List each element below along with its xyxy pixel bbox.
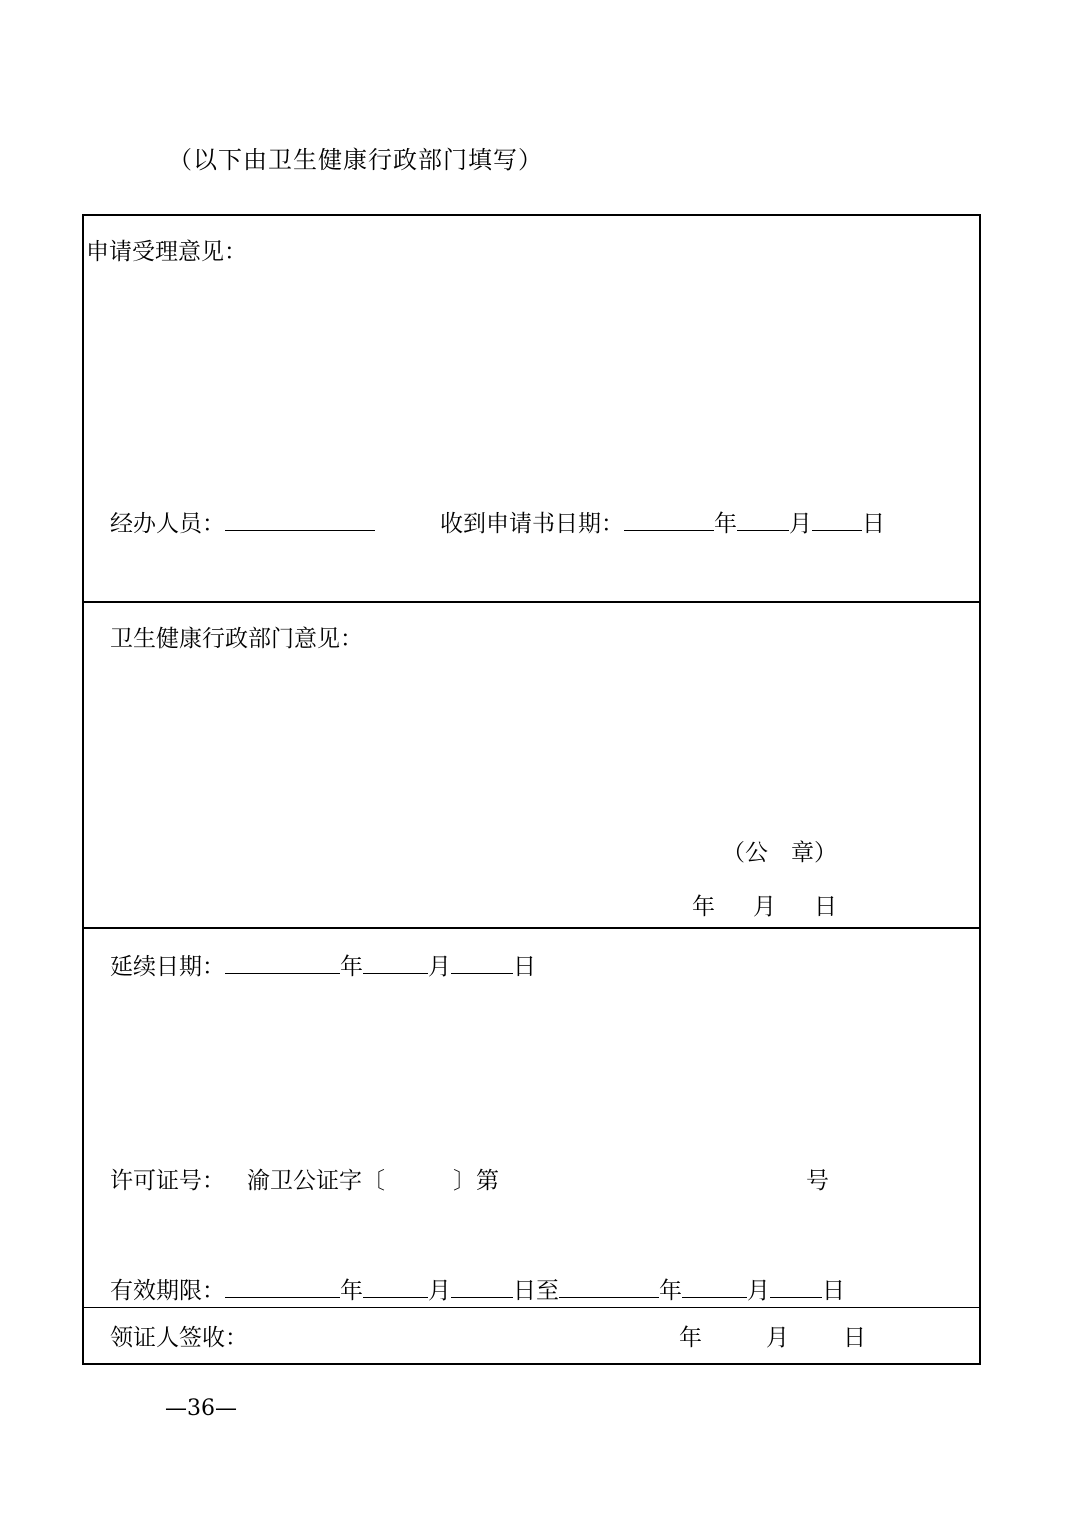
acceptance-section <box>84 216 979 603</box>
validity-label: 有效期限： <box>110 1278 225 1304</box>
extension-section <box>84 929 979 1308</box>
received-year-field[interactable] <box>624 508 714 531</box>
extension-date-row <box>110 951 536 981</box>
received-day-field[interactable] <box>812 508 862 531</box>
validity-start-year-field[interactable] <box>225 1275 340 1298</box>
dept-month-unit: 月 <box>753 894 776 920</box>
dept-opinion-section <box>84 603 979 929</box>
recipient-year-unit: 年 <box>679 1325 702 1351</box>
recipient-month-unit: 月 <box>766 1325 789 1351</box>
approval-form <box>82 214 981 1365</box>
extension-month-unit: 月 <box>428 954 451 980</box>
license-prefix: 渝卫公证字〔 <box>247 1168 385 1194</box>
received-date-label: 收到申请书日期： <box>440 511 624 537</box>
page-number: —36— <box>165 1396 237 1421</box>
dept-date-row <box>692 893 837 921</box>
validity-end-year-unit: 年 <box>659 1278 682 1304</box>
received-date-row <box>440 508 885 538</box>
recipient-day-unit: 日 <box>843 1325 866 1351</box>
extension-year-unit: 年 <box>340 954 363 980</box>
official-seal-label: （公 章） <box>722 840 837 866</box>
dept-opinion-label: 卫生健康行政部门意见： <box>110 626 363 652</box>
form-heading: （以下由卫生健康行政部门填写） <box>168 146 543 174</box>
validity-start-month-field[interactable] <box>363 1275 428 1298</box>
validity-start-year-unit: 年 <box>340 1278 363 1304</box>
received-day-unit: 日 <box>862 511 885 537</box>
extension-day-unit: 日 <box>513 954 536 980</box>
validity-end-month-field[interactable] <box>682 1275 747 1298</box>
validity-start-day-field[interactable] <box>451 1275 513 1298</box>
license-number-suffix: 号 <box>806 1168 829 1194</box>
extension-month-field[interactable] <box>363 951 428 974</box>
extension-date-label: 延续日期： <box>110 954 225 980</box>
recipient-sign-label: 领证人签收： <box>110 1325 248 1351</box>
recipient-section <box>84 1308 979 1363</box>
received-year-unit: 年 <box>714 511 737 537</box>
validity-end-month-unit: 月 <box>747 1278 770 1304</box>
validity-end-day-field[interactable] <box>770 1275 822 1298</box>
received-month-unit: 月 <box>789 511 812 537</box>
handler-field[interactable] <box>225 508 375 531</box>
validity-end-day-unit: 日 <box>822 1278 845 1304</box>
validity-row <box>110 1275 845 1305</box>
dept-day-unit: 日 <box>814 894 837 920</box>
extension-year-field[interactable] <box>225 951 340 974</box>
validity-start-month-unit: 月 <box>428 1278 451 1304</box>
validity-day-to: 日至 <box>513 1278 559 1304</box>
handler-label: 经办人员： <box>110 511 225 537</box>
acceptance-opinion-label: 申请受理意见： <box>86 239 247 265</box>
license-number-label: 许可证号： <box>110 1168 225 1194</box>
license-number-row <box>110 1167 499 1195</box>
dept-year-unit: 年 <box>692 894 715 920</box>
extension-day-field[interactable] <box>451 951 513 974</box>
validity-end-year-field[interactable] <box>559 1275 659 1298</box>
recipient-date-row <box>679 1324 866 1352</box>
handler-row <box>110 508 375 538</box>
license-bracket-close: 〕第 <box>453 1168 499 1194</box>
received-month-field[interactable] <box>737 508 789 531</box>
